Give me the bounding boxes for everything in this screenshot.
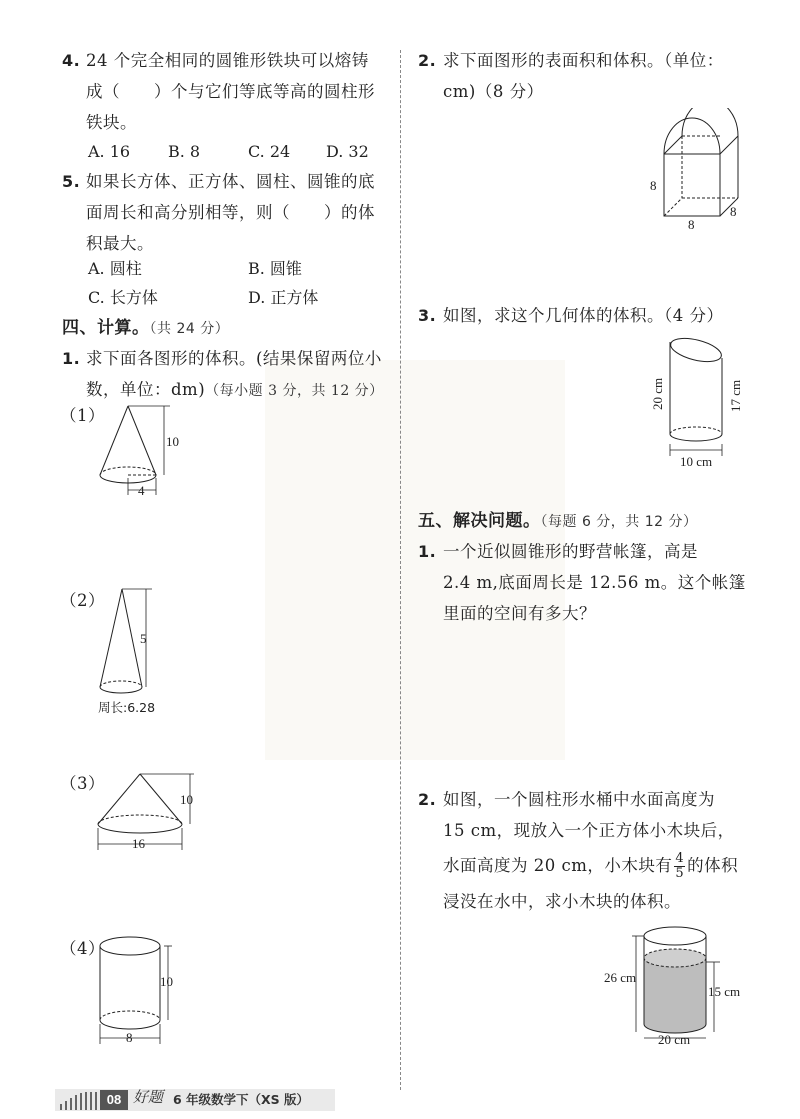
- fig3-diameter-label: 16: [132, 836, 145, 851]
- fig3-height-label: 10: [180, 792, 193, 807]
- section-5-score: （每题 6 分，共 12 分）: [540, 514, 698, 530]
- p2-line3: [443, 850, 738, 881]
- cube-depth-label: 8: [730, 204, 737, 219]
- column-divider: [400, 50, 401, 1090]
- r2-line1: 求下面图形的表面积和体积。（单位：: [443, 51, 724, 70]
- footer-bars-icon: [58, 1090, 100, 1110]
- p2-line1: 如图，一个圆柱形水桶中水面高度为: [443, 790, 715, 809]
- q5-option-d: D. 正方体: [248, 288, 319, 307]
- fig4-cylinder-diagram: [90, 932, 190, 1052]
- section-4-title: [62, 313, 229, 345]
- p1-line3: 里面的空间有多大？: [443, 604, 596, 623]
- footer-title: 6 年级数学下（XS 版）: [173, 1092, 310, 1107]
- c1-number: 1.: [62, 349, 81, 368]
- brand-logo: 好题: [133, 1088, 164, 1106]
- section-5-title: [418, 506, 698, 538]
- q4-number: 4.: [62, 51, 81, 70]
- q5-option-a: A. 圆柱: [88, 259, 142, 278]
- fig1-radius-label: 4: [138, 483, 145, 498]
- cube-with-half-cylinder-diagram: [648, 108, 758, 233]
- r2-line2: cm)（8 分）: [443, 82, 544, 101]
- p1-number: 1.: [418, 542, 437, 561]
- section-4-score: （共 24 分）: [149, 321, 230, 337]
- q4-line3: 铁块。: [86, 113, 137, 132]
- p2-fraction: [674, 852, 685, 881]
- fig4-label: （4）: [60, 939, 105, 958]
- q4-option-b: B. 8: [168, 142, 201, 161]
- p1-line1: 一个近似圆锥形的野营帐篷，高是: [443, 542, 698, 561]
- bucket-diameter: 20 cm: [658, 1032, 691, 1047]
- slanted-cylinder-diagram: [650, 330, 760, 475]
- q5-option-b: B. 圆锥: [248, 259, 302, 278]
- r3-line1: 如图，求这个几何体的体积。（4 分）: [443, 306, 724, 325]
- slanted-cyl-diameter: 10 cm: [680, 454, 713, 469]
- p2-number: 2.: [418, 790, 437, 809]
- r2-number: 2.: [418, 51, 437, 70]
- fig2-label: （2）: [60, 591, 105, 610]
- fig1-label: （1）: [60, 406, 105, 425]
- water-bucket-diagram: [604, 922, 754, 1052]
- p2-fraction-denominator: 5: [675, 866, 685, 881]
- fig2-perimeter-caption: 周长:6.28: [98, 700, 156, 715]
- q4-option-a: A. 16: [88, 142, 131, 161]
- slanted-cyl-right-height: 17 cm: [728, 379, 743, 412]
- p2-line2: 15 cm，现放入一个正方体小木块后，: [443, 821, 735, 840]
- cube-height-label: 8: [650, 178, 657, 193]
- fig3-cone-diagram: [90, 770, 200, 860]
- fig1-height-label: 10: [166, 434, 179, 449]
- fig4-height-label: 10: [160, 974, 173, 989]
- cube-width-label: 8: [688, 217, 695, 232]
- r3-number: 3.: [418, 306, 437, 325]
- q4-option-c: C. 24: [248, 142, 291, 161]
- fig2-height-label: 5: [140, 631, 147, 646]
- bucket-water-height: 15 cm: [708, 984, 741, 999]
- q4-line1: 24 个完全相同的圆锥形铁块可以熔铸: [86, 51, 369, 70]
- p1-line2: 2.4 m,底面周长是 12.56 m。这个帐篷: [443, 573, 746, 592]
- section-5-heading: 五、解决问题。: [418, 511, 541, 531]
- bucket-total-height: 26 cm: [604, 970, 637, 985]
- section-4-heading: 四、计算。: [62, 318, 150, 338]
- p2-line3-end: 的体积: [687, 856, 739, 875]
- page-number: 08: [100, 1090, 128, 1110]
- q5-option-c: C. 长方体: [88, 288, 158, 307]
- slanted-cyl-left-height: 20 cm: [650, 377, 665, 410]
- fig4-diameter-label: 8: [126, 1030, 133, 1045]
- c1-line2-score: （每小题 3 分，共 12 分）: [205, 383, 384, 399]
- fig1-cone-diagram: [90, 398, 200, 508]
- q5-number: 5.: [62, 172, 81, 191]
- q5-line2: 面周长和高分别相等，则（ ）的体: [86, 203, 375, 222]
- p2-line3-start: 水面高度为 20 cm，小木块有: [443, 856, 673, 875]
- q5-line3: 积最大。: [86, 234, 154, 253]
- p2-fraction-numerator: 4: [675, 851, 685, 866]
- c1-line2-text: 数，单位：dm): [86, 380, 206, 399]
- p2-line4: 浸没在水中，求小木块的体积。: [443, 892, 681, 911]
- q5-line1: 如果长方体、正方体、圆柱、圆锥的底: [86, 172, 375, 191]
- q4-line2: 成（ ）个与它们等底等高的圆柱形: [86, 82, 375, 101]
- c1-line1: 求下面各图形的体积。(结果保留两位小: [86, 349, 382, 368]
- q4-option-d: D. 32: [326, 142, 369, 161]
- fig3-label: （3）: [60, 774, 105, 793]
